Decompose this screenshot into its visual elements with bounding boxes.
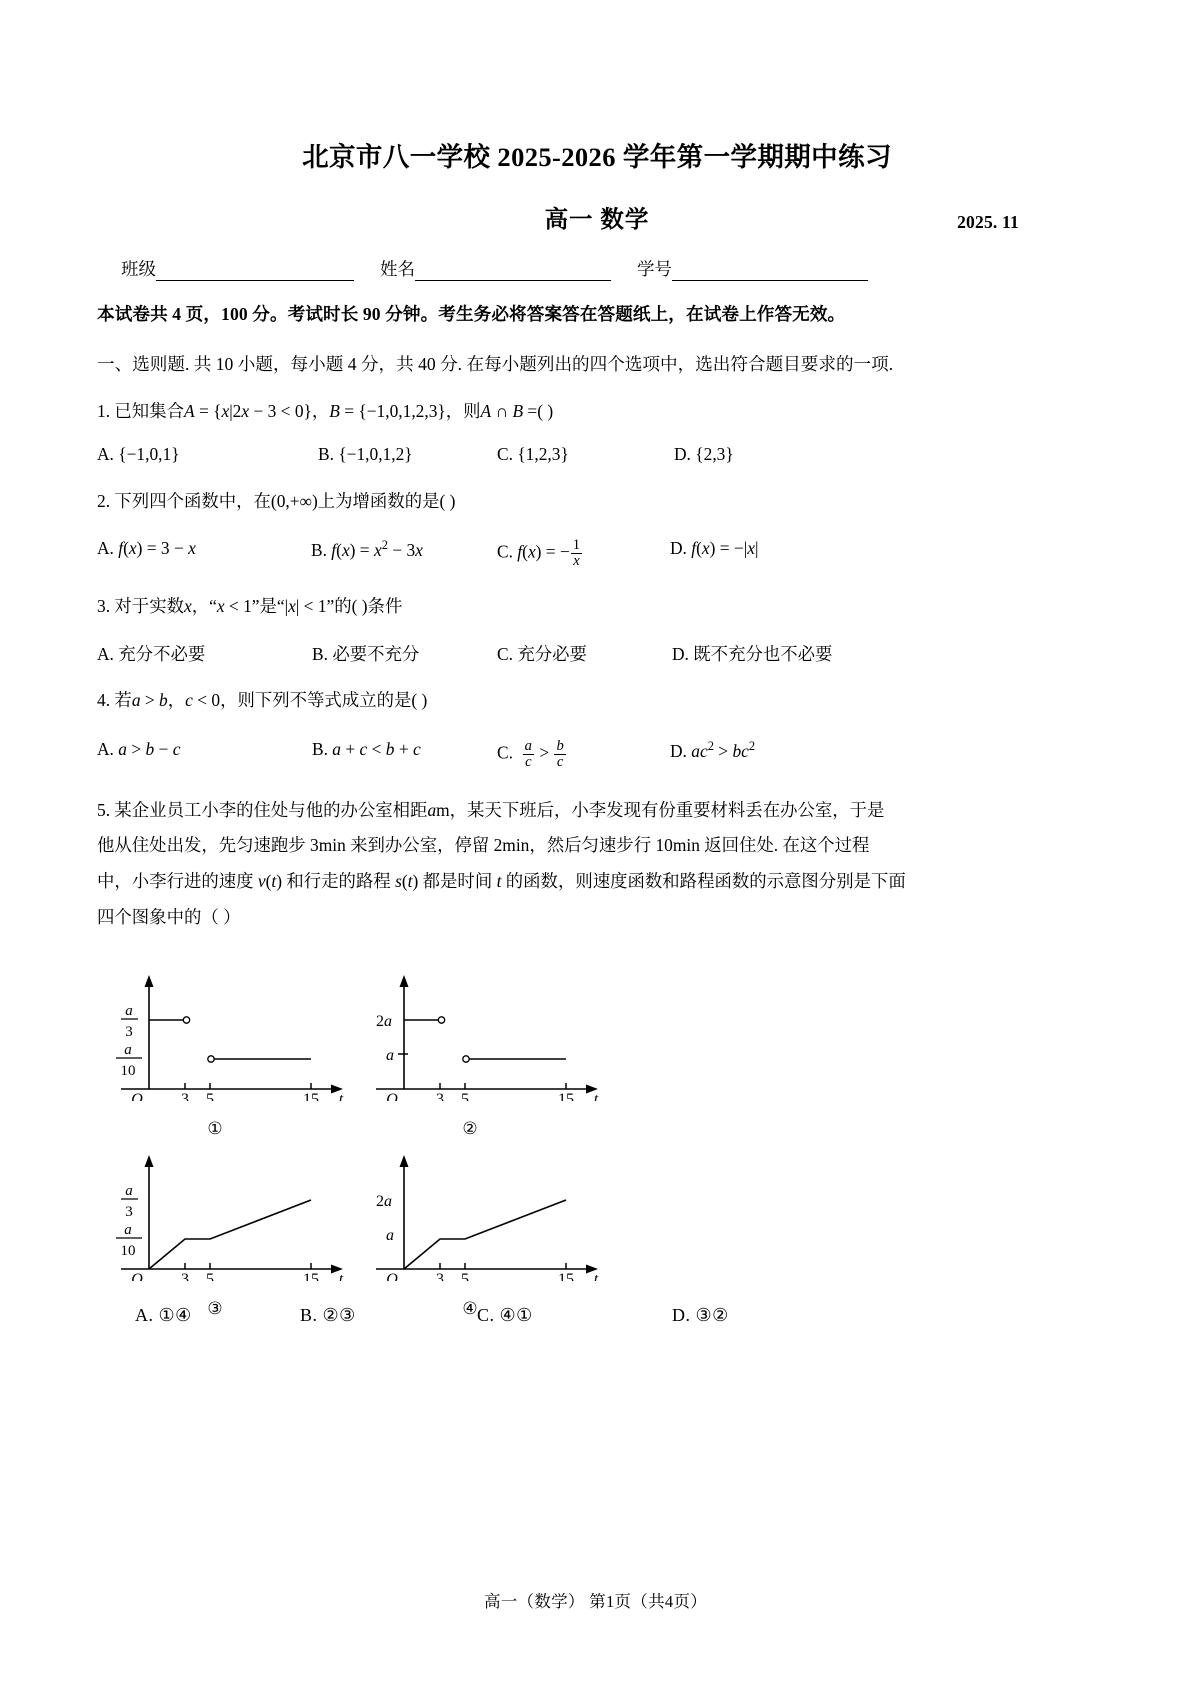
question-3-number: 3. <box>97 596 111 617</box>
figure-4-xtick-3: 3 <box>436 1271 444 1282</box>
figure-1-ylabel-a10-num: a <box>124 1042 132 1059</box>
question-1-options <box>97 444 1097 466</box>
figure-1-svg <box>107 971 357 1101</box>
question-5-line-2: 他从住处出发，先匀速跑步 3min 来到办公室，停留 2min，然后匀速步行 10min 返回住处. 在这个过程 <box>97 835 870 856</box>
question-1-option-d[interactable]: D. {2,3} <box>674 444 734 465</box>
question-4-option-c[interactable]: C. $\frac{a}{c}$ > $\frac{b}{c}$ <box>497 737 564 770</box>
subject-title: 高一 数学 <box>544 206 650 233</box>
question-2-option-d[interactable]: D. f(x) = −|x| <box>670 538 759 559</box>
question-3-stem <box>97 594 1097 619</box>
figure-1-ylabel-a3-num: a <box>125 1003 133 1020</box>
page-title: 北京市八一学校 2025-2026 学年第一学期期中练习 <box>302 142 892 172</box>
figure-3-xtick-5: 5 <box>206 1271 214 1282</box>
figure-1-xtick-15: 15 <box>303 1091 319 1102</box>
class-field-label: 班级 <box>121 258 156 279</box>
question-3-option-c[interactable]: C. 充分必要 <box>497 643 587 664</box>
question-5-options <box>97 1305 1097 1331</box>
figure-3-ylabel-a10-num: a <box>124 1222 132 1239</box>
figure-3-xaxis-label: t <box>338 1271 344 1282</box>
question-4-option-d[interactable]: D. $ac^2 > bc^2$ <box>670 738 756 761</box>
question-1-option-a[interactable]: A. {−1,0,1} <box>97 444 180 465</box>
figure-2-origin-label: O <box>386 1091 398 1102</box>
question-5-line-1: 5. 某企业员工小李的住处与他的办公室相距am，某天下班后，小李发现有份重要材料丢在办公室，于是 <box>97 799 885 820</box>
figure-3-xtick-3: 3 <box>181 1271 189 1282</box>
question-4-number: 4. <box>97 689 111 710</box>
question-2-option-a[interactable]: A. f(x) = 3 − x <box>97 538 196 559</box>
figure-1-ylabel-a3-den: 3 <box>125 1024 133 1041</box>
figure-1-ylabel-a10-den: 10 <box>120 1063 136 1080</box>
page-footer: 高一（数学） 第1页（共4页） <box>483 1592 708 1611</box>
question-4-stem <box>97 688 1097 713</box>
question-3-option-d[interactable]: D. 既不充分也不必要 <box>672 643 833 664</box>
figure-2-caption: ② <box>462 1119 478 1139</box>
figure-1-origin-label: O <box>131 1091 143 1102</box>
question-3-option-a[interactable]: A. 充分不必要 <box>97 643 206 664</box>
exam-date: 2025. 11 <box>957 211 1019 232</box>
figure-4-ylabel-2a: 2a <box>376 1193 392 1211</box>
question-1-option-c[interactable]: C. {1,2,3} <box>497 444 569 465</box>
page-content <box>97 0 1097 1331</box>
question-4-options <box>97 739 1097 771</box>
figure-2-xtick-5: 5 <box>461 1091 469 1102</box>
figure-4-xtick-15: 15 <box>558 1271 574 1282</box>
figure-3-origin-label: O <box>131 1271 143 1282</box>
figure-4-xaxis-label: t <box>593 1271 599 1282</box>
question-5-stem <box>97 793 1097 936</box>
figure-3-caption: ③ <box>207 1299 223 1319</box>
figure-2-svg <box>362 971 612 1101</box>
question-5-line-4: 四个图象中的（ ） <box>97 906 241 927</box>
question-4-option-b[interactable]: B. a + c < b + c <box>312 738 421 759</box>
question-5-line-3: 中，小李行进的速度 v(t) 和行走的路程 s(t) 都是时间 t 的函数，则速度函数和路程函数的示意图分别是下面 <box>97 871 906 892</box>
figure-2-xtick-3: 3 <box>436 1091 444 1102</box>
figure-3-xtick-15: 15 <box>303 1271 319 1282</box>
section-heading: 一、选则题. 共 10 小题，每小题 4 分，共 40 分. 在每小题列出的四个选项中，选出符合题目要求的一项. <box>97 353 894 374</box>
question-2-options <box>97 538 1097 568</box>
id-field-blank[interactable] <box>672 265 868 281</box>
question-5-option-c[interactable]: C. ④① <box>477 1305 533 1326</box>
question-3-option-b[interactable]: B. 必要不充分 <box>312 643 420 664</box>
question-1-number: 1. <box>97 400 111 421</box>
figure-1-xaxis-label: t <box>338 1091 344 1102</box>
subtitle-row <box>97 200 1097 234</box>
student-info-row <box>97 256 1097 281</box>
figure-2 <box>362 971 612 1139</box>
figure-3-svg <box>107 1151 357 1281</box>
figure-3-ylabel-a10-den: 10 <box>120 1243 136 1260</box>
figure-1-caption: ① <box>207 1119 223 1139</box>
question-4-text: 若a > b，c < 0，则下列不等式成立的是( ) <box>114 689 428 710</box>
question-2-stem <box>97 489 1097 514</box>
id-field-label: 学号 <box>637 258 672 279</box>
figure-3-ylabel-a3-den: 3 <box>125 1204 133 1221</box>
figure-3-ylabel-a3-num: a <box>125 1183 133 1200</box>
question-5-option-b[interactable]: B. ②③ <box>300 1305 356 1326</box>
question-3-text: 对于实数x，“x < 1”是“|x| < 1”的( )条件 <box>114 596 403 617</box>
question-5-option-d[interactable]: D. ③② <box>672 1305 729 1326</box>
question-2-option-b[interactable]: B. $f(x) = x^2 - 3x$ <box>311 538 423 561</box>
name-field-blank[interactable] <box>415 265 611 281</box>
figure-1 <box>107 971 357 1139</box>
figure-4-xtick-5: 5 <box>461 1271 469 1282</box>
class-field-blank[interactable] <box>156 265 354 281</box>
question-3-options <box>97 640 1097 662</box>
question-4-option-a[interactable]: A. a > b − c <box>97 738 181 759</box>
figure-4-origin-label: O <box>386 1271 398 1282</box>
figure-2-xtick-15: 15 <box>558 1091 574 1102</box>
figure-1-xtick-5: 5 <box>206 1091 214 1102</box>
figure-1-xtick-3: 3 <box>181 1091 189 1102</box>
figure-2-xaxis-label: t <box>593 1091 599 1102</box>
figure-4-caption: ④ <box>462 1299 478 1319</box>
question-5-option-a[interactable]: A. ①④ <box>135 1305 192 1326</box>
figure-4-ylabel-a: a <box>386 1227 394 1245</box>
question-2-text: 下列四个函数中，在(0,+∞)上为增函数的是( ) <box>114 491 456 512</box>
figure-4-svg <box>362 1151 612 1281</box>
question-2-option-c[interactable]: C. f(x) = − $\frac{1}{x}$ <box>497 537 581 570</box>
exam-notice: 本试卷共 4 页，100 分。考试时长 90 分钟。考生务必将答案答在答题纸上，在试卷上作答无效。 <box>97 303 846 324</box>
figure-2-ylabel-a: a <box>386 1047 394 1065</box>
question-1-option-b[interactable]: B. {−1,0,1,2} <box>318 444 413 465</box>
name-field-label: 姓名 <box>380 258 415 279</box>
figure-2-ylabel-2a: 2a <box>376 1013 392 1031</box>
question-1-stem <box>97 399 1097 424</box>
question-2-number: 2. <box>97 491 111 512</box>
question-1-text: 已知集合A = {x|2x − 3 < 0}，B = {−1,0,1,2,3}，则A ∩ B =( ) <box>114 400 554 421</box>
